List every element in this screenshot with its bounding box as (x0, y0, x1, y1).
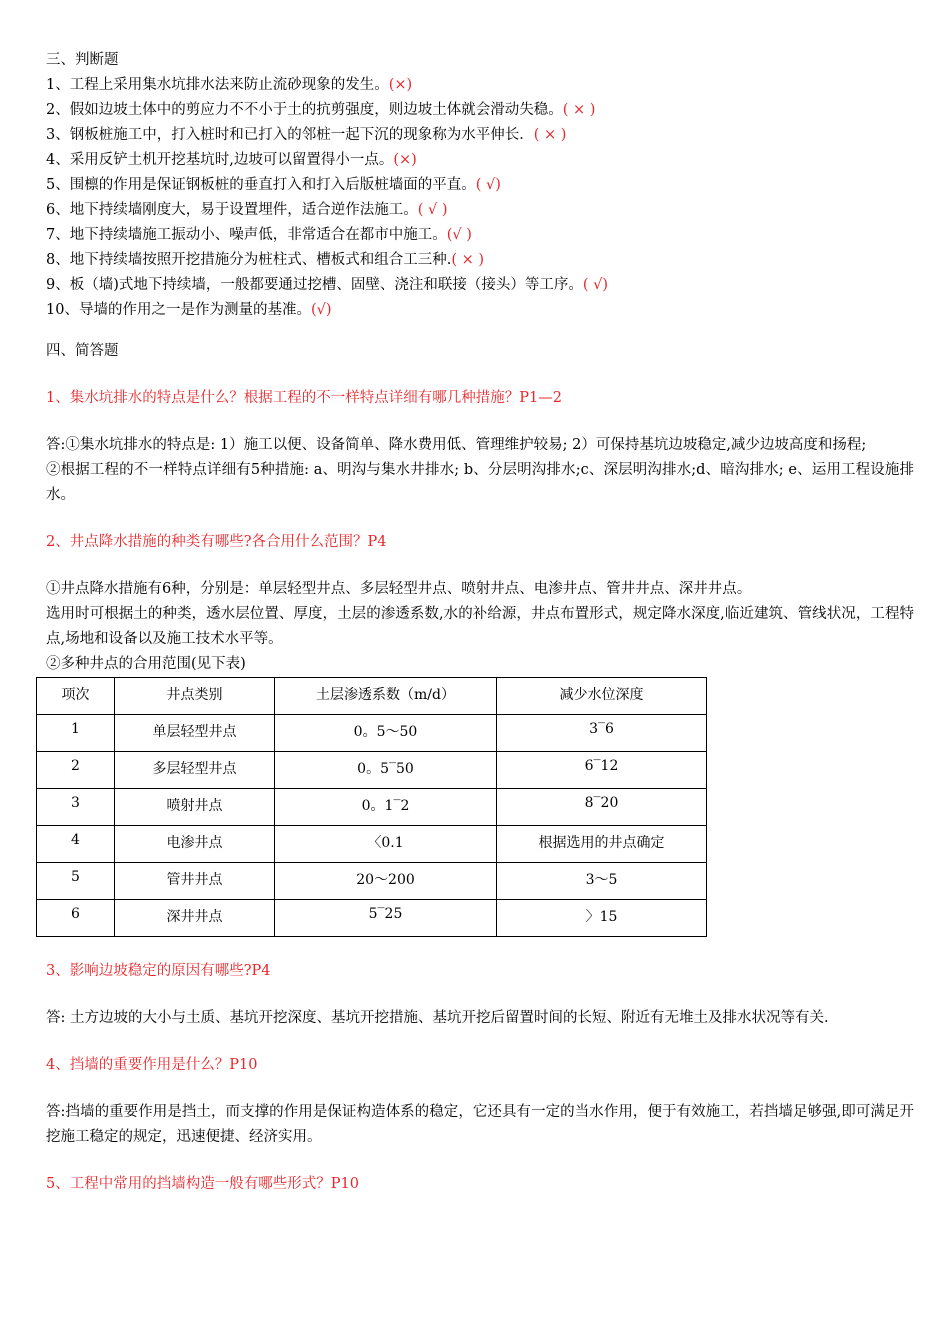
tf-item (46, 173, 914, 198)
document-page (46, 48, 914, 1197)
table-cell: 5 (37, 863, 115, 900)
table-cell: 〉15 (497, 900, 707, 937)
tf-item-answer: ( √) (582, 277, 609, 293)
table-cell: 管井井点 (115, 863, 275, 900)
table-cell: 3‾6 (497, 715, 707, 752)
table-cell: 0。5～50 (275, 715, 497, 752)
answer-1-part2: ②根据工程的不一样特点详细有5种措施: a、明沟与集水井排水; b、分层明沟排水;c、深层明沟排水;d、暗沟排水; e、运用工程设施排水。 (46, 462, 914, 503)
answer-1-part1: 答:①集水坑排水的特点是: 1）施工以便、设备简单、降水费用低、管理维护较易; 2）可保持基坑边坡稳定,减少边坡高度和扬程; (46, 437, 867, 453)
table-cell: 电渗井点 (115, 826, 275, 863)
question-5: 5、工程中常用的挡墙构造一般有哪些形式？P10 (46, 1176, 359, 1192)
table-cell: 2 (37, 752, 115, 789)
answer-2-part3: ②多种井点的合用范围(见下表) (46, 656, 246, 672)
table-cell: 20～200 (275, 863, 497, 900)
tf-item-answer: (×) (393, 152, 417, 168)
table-row (37, 863, 707, 900)
table-header-cell: 减少水位深度 (497, 678, 707, 715)
tf-item-answer: ( × ) (533, 127, 567, 143)
table-cell: 3～5 (497, 863, 707, 900)
tf-item (46, 298, 914, 323)
table-cell: 喷射井点 (115, 789, 275, 826)
tf-item (46, 223, 914, 248)
table-cell: 深井井点 (115, 900, 275, 937)
question-2: 2、井点降水措施的种类有哪些?各合用什么范围？P4 (46, 534, 387, 550)
answer-2-part1: ①井点降水措施有6种，分别是：单层轻型井点、多层轻型井点、喷射井点、电渗井点、管井井点、深井井点。 (46, 581, 752, 597)
question-4: 4、挡墙的重要作用是什么？P10 (46, 1057, 258, 1073)
tf-item-text: 10、导墙的作用之一是作为测量的基准。 (46, 302, 311, 318)
question-3: 3、影响边坡稳定的原因有哪些?P4 (46, 963, 271, 979)
question-1: 1、集水坑排水的特点是什么？根据工程的不一样特点详细有哪几种措施？P1—2 (46, 390, 562, 406)
tf-item (46, 148, 914, 173)
table-cell: 3 (37, 789, 115, 826)
table-cell: 多层轻型井点 (115, 752, 275, 789)
table-cell: 1 (37, 715, 115, 752)
answer-2-part2: 选用时可根据土的种类，透水层位置、厚度，土层的渗透系数,水的补给源，井点布置形式，规定降水深度,临近建筑、管线状况，工程特点,场地和设备以及施工技术水平等。 (46, 606, 914, 647)
table-cell: 4 (37, 826, 115, 863)
tf-item (46, 123, 914, 148)
tf-item-text: 4、采用反铲土机开挖基坑时,边坡可以留置得小一点。 (46, 152, 394, 168)
table-cell: 6‾12 (497, 752, 707, 789)
table-cell: 〈0.1 (275, 826, 497, 863)
answer-3: 答: 土方边坡的大小与土质、基坑开挖深度、基坑开挖措施、基坑开挖后留置时间的长短、附近有无堆土及排水状况等有关. (46, 1010, 829, 1026)
tf-item-answer: ( √ ) (417, 202, 448, 218)
table-row (37, 715, 707, 752)
true-false-list (46, 73, 914, 323)
section3-title: 三、判断题 (46, 52, 119, 68)
table-header-cell: 土层渗透系数（m/d） (275, 678, 497, 715)
tf-item-answer: ( × ) (451, 252, 485, 268)
tf-item (46, 248, 914, 273)
tf-item-answer: (×) (388, 77, 413, 93)
table-header-cell: 井点类别 (115, 678, 275, 715)
tf-item-answer: ( √) (475, 177, 501, 193)
table-cell: 单层轻型井点 (115, 715, 275, 752)
table-cell: 0。1‾2 (275, 789, 497, 826)
tf-item-text: 1、工程上采用集水坑排水法来防止流砂现象的发生。 (46, 77, 389, 93)
table-row (37, 752, 707, 789)
table-header-cell: 项次 (37, 678, 115, 715)
tf-item (46, 98, 914, 123)
tf-item-answer: (√) (310, 302, 332, 318)
table-cell: 6 (37, 900, 115, 937)
tf-item-text: 2、假如边坡土体中的剪应力不不小于土的抗剪强度，则边坡土体就会滑动失稳。 (46, 102, 563, 118)
table-row (37, 789, 707, 826)
tf-item-text: 8、地下持续墙按照开挖措施分为桩柱式、槽板式和组合工三种. (46, 252, 452, 268)
tf-item-text: 3、钢板桩施工中，打入桩时和已打入的邻桩一起下沉的现象称为水平伸长． (46, 127, 534, 143)
tf-item-text: 6、地下持续墙刚度大，易于设置埋件，适合逆作法施工。 (46, 202, 418, 218)
tf-item (46, 198, 914, 223)
table-row (37, 900, 707, 937)
section4-title: 四、简答题 (46, 343, 119, 359)
tf-item-text: 9、板（墙)式地下持续墙，一般都要通过挖槽、固壁、浇注和联接（接头）等工序。 (46, 277, 583, 293)
table-cell: 8‾20 (497, 789, 707, 826)
table-row (37, 826, 707, 863)
tf-item-answer: (√ ) (446, 227, 472, 243)
tf-item-answer: ( × ) (562, 102, 596, 118)
table-header-row (37, 678, 707, 715)
well-point-table (36, 677, 707, 937)
tf-item (46, 73, 914, 98)
answer-4: 答:挡墙的重要作用是挡土，而支撑的作用是保证构造体系的稳定，它还具有一定的当水作用，便于有效施工，若挡墙足够强,即可满足开挖施工稳定的规定，迅速便捷、经济实用。 (46, 1104, 914, 1145)
tf-item-text: 7、地下持续墙施工振动小、噪声低，非常适合在都市中施工。 (46, 227, 447, 243)
tf-item-text: 5、围檩的作用是保证钢板桩的垂直打入和打入后版桩墙面的平直。 (46, 177, 476, 193)
table-cell: 0。5‾50 (275, 752, 497, 789)
table-cell: 5‾25 (275, 900, 497, 937)
table-cell: 根据选用的井点确定 (497, 826, 707, 863)
tf-item (46, 273, 914, 298)
